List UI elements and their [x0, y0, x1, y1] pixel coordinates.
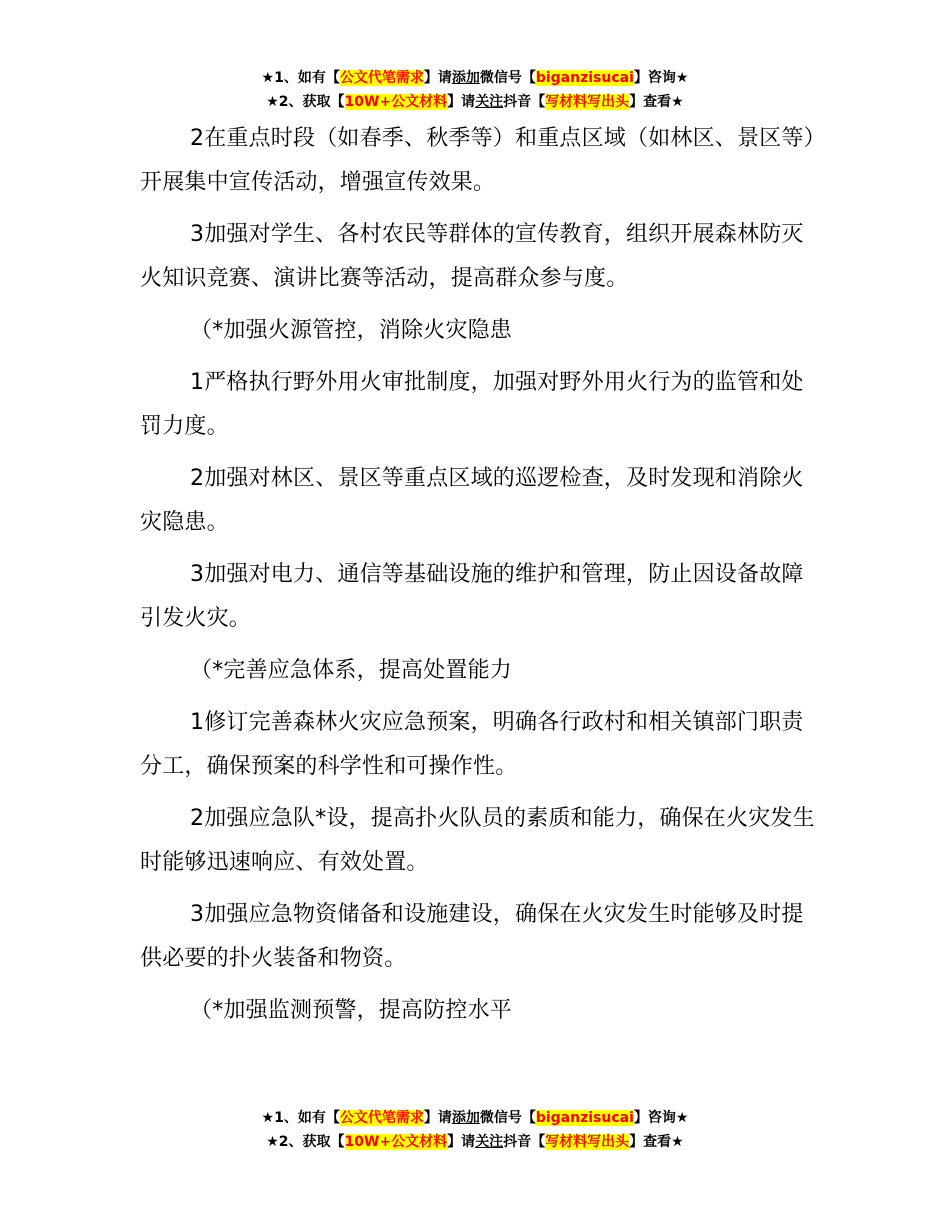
section-heading: （*加强火源管控，消除火灾隐患: [190, 318, 513, 343]
section-heading: （*完善应急体系，提高处置能力: [190, 658, 513, 683]
banner-line-1: [0, 66, 950, 90]
banner-highlight: 公文代笔需求: [339, 1110, 424, 1126]
paragraph: 3加强应急物资储备和设施建设，确保在火灾发生时能够及时提供必要的扑火装备和物资。: [140, 902, 804, 971]
banner-line-1: [0, 1106, 950, 1130]
document-body: [140, 117, 820, 1033]
footer-banner: [0, 1106, 950, 1154]
paragraph: 2加强对林区、景区等重点区域的巡逻检查，及时发现和消除火灾隐患。: [140, 466, 804, 535]
banner-text: 微信号【: [479, 1110, 536, 1126]
banner-highlight: 公文代笔需求: [339, 70, 424, 86]
banner-text: 】咨询★: [633, 1110, 689, 1126]
banner-highlight: 10W+公文材料: [344, 1134, 448, 1150]
banner-text: 】查看★: [629, 1134, 684, 1150]
banner-highlight: 写材料写出头: [545, 1134, 630, 1150]
banner-underlined-text: 关注: [475, 1134, 504, 1150]
banner-text: 】请: [423, 1110, 452, 1126]
header-banner: [0, 66, 950, 114]
banner-text: 】咨询★: [633, 70, 689, 86]
banner-text: 】请: [447, 94, 476, 110]
banner-underlined-text: 关注: [475, 94, 504, 110]
banner-line-2: [0, 1130, 950, 1154]
banner-highlight: 写材料写出头: [545, 94, 630, 110]
banner-text: 抖音【: [503, 94, 546, 110]
banner-text: ★2、获取【: [266, 94, 345, 110]
banner-text: ★2、获取【: [266, 1134, 345, 1150]
banner-text: ★1、如有【: [261, 1110, 340, 1126]
banner-text: 微信号【: [479, 70, 536, 86]
section-heading: （*加强监测预警，提高防控水平: [190, 998, 513, 1023]
banner-highlight: biganzisucai: [535, 70, 634, 86]
banner-text: ★1、如有【: [261, 70, 340, 86]
paragraph: 2加强应急队*设，提高扑火队员的素质和能力，确保在火灾发生时能够迅速响应、有效处置。: [140, 806, 815, 875]
banner-underlined-text: 添加: [451, 70, 480, 86]
paragraph: 1修订完善森林火灾应急预案，明确各行政村和相关镇部门职责分工，确保预案的科学性和可操作性。: [140, 710, 804, 779]
banner-highlight: 10W+公文材料: [344, 94, 448, 110]
banner-text: 抖音【: [503, 1134, 546, 1150]
paragraph: 2在重点时段（如春季、秋季等）和重点区域（如林区、景区等）开展集中宣传活动，增强宣传效果。: [140, 126, 815, 195]
banner-text: 】查看★: [629, 94, 684, 110]
paragraph: 3加强对电力、通信等基础设施的维护和管理，防止因设备故障引发火灾。: [140, 562, 804, 631]
banner-highlight: biganzisucai: [535, 1110, 634, 1126]
paragraph: 1严格执行野外用火审批制度，加强对野外用火行为的监管和处罚力度。: [140, 370, 804, 439]
banner-text: 】请: [447, 1134, 476, 1150]
banner-text: 】请: [423, 70, 452, 86]
banner-line-2: [0, 90, 950, 114]
paragraph: 3加强对学生、各村农民等群体的宣传教育，组织开展森林防灭火知识竞赛、演讲比赛等活动，提高群众参与度。: [140, 222, 804, 291]
banner-underlined-text: 添加: [451, 1110, 480, 1126]
